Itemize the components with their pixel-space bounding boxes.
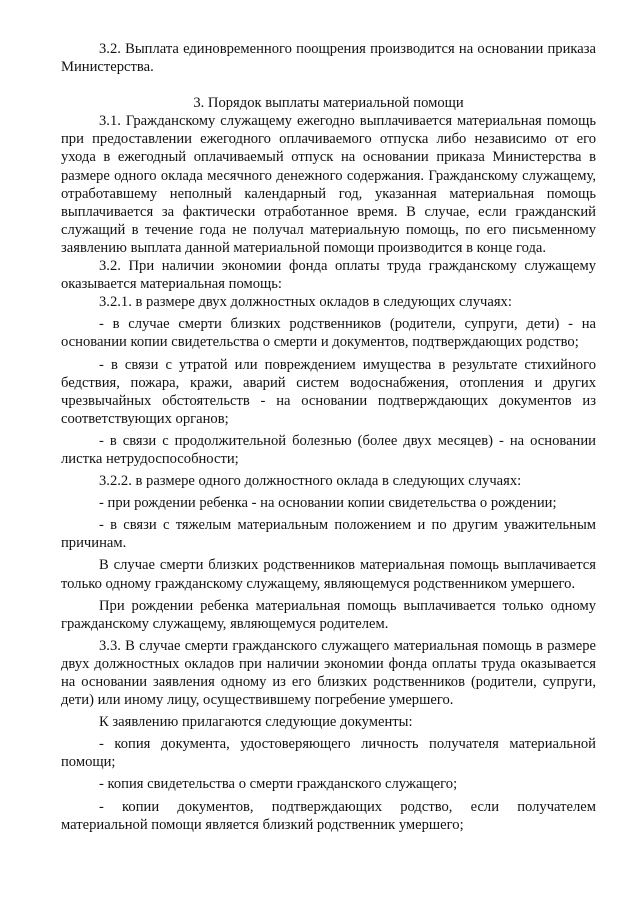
document-page [61,40,596,834]
list-item-property-loss: - в связи с утратой или повреждением имущества в результате стихийного бедствия, пожара, кражи, аварий систем водоснабжения, отопления и других чрезвычайных обстоятельств - на основании подтверждающих документов из соответствующих органов; [61,356,596,427]
paragraph-3-2-bonus: 3.2. Выплата единовременного поощрения производится на основании приказа Министерства. [61,41,596,76]
paragraph-3-2: 3.2. При наличии экономии фонда оплаты труда гражданскому служащему оказывается материальная помощь: [61,258,596,293]
section-heading: 3. Порядок выплаты материальной помощи [193,95,464,112]
paragraph-birth-one-employee: При рождении ребенка материальная помощь выплачивается только одному гражданскому служащему, являющемуся родителем. [61,597,596,632]
paragraph-3-1: 3.1. Гражданскому служащему ежегодно выплачивается материальная помощь при предоставлении ежегодного оплачиваемого отпуска либо независимо от его ухода в ежегодный оплачиваемый отпуск на основании приказа Министерства в размере одного оклада месячного денежного содержания. Гражданскому служащему, отработавшему неполный календарный год, указанная материальная помощь выплачивается за фактически отработанное время. В случае, если гражданский служащий в течение года не получал материальную помощь, по его письменному заявлению выплата данной материальной помощи производится в конце года. [61,113,596,256]
paragraph-3-3: 3.3. В случае смерти гражданского служащего материальная помощь в размере двух должностных окладов при наличии экономии фонда оплаты труда оказывается на основании заявления одному из его близких родственников (родители, супруги, дети) или иному лицу, осуществившему погребение умершего. [61,637,596,709]
list-item-death-relatives: - в случае смерти близких родственников (родители, супруги, дети) - на основании копии свидетельства о смерти и документов, подтверждающих родство; [61,316,596,351]
list-item-hardship: - в связи с тяжелым материальным положением и по другим уважительным причинам. [61,517,596,552]
list-item-kinship-docs: - копии документов, подтверждающих родство, если получателем материальной помощи является близкий родственник умершего; [61,798,596,833]
list-item-death-certificate: - копия свидетельства о смерти гражданского служащего; [99,776,458,793]
paragraph-documents-intro: К заявлению прилагаются следующие документы: [99,714,413,731]
paragraph-death-one-employee: В случае смерти близких родственников материальная помощь выплачивается только одному гражданскому служащему, являющемуся родственником умершего. [61,557,596,592]
list-item-childbirth: - при рождении ребенка - на основании копии свидетельства о рождении; [99,495,557,512]
list-item-id-copy: - копия документа, удостоверяющего личность получателя материальной помощи; [61,736,596,771]
list-item-long-illness: - в связи с продолжительной болезнью (более двух месяцев) - на основании листка нетрудоспособности; [61,432,596,467]
paragraph-3-2-1: 3.2.1. в размере двух должностных окладов в следующих случаях: [99,294,512,311]
paragraph-3-2-2: 3.2.2. в размере одного должностного оклада в следующих случаях: [99,473,522,490]
